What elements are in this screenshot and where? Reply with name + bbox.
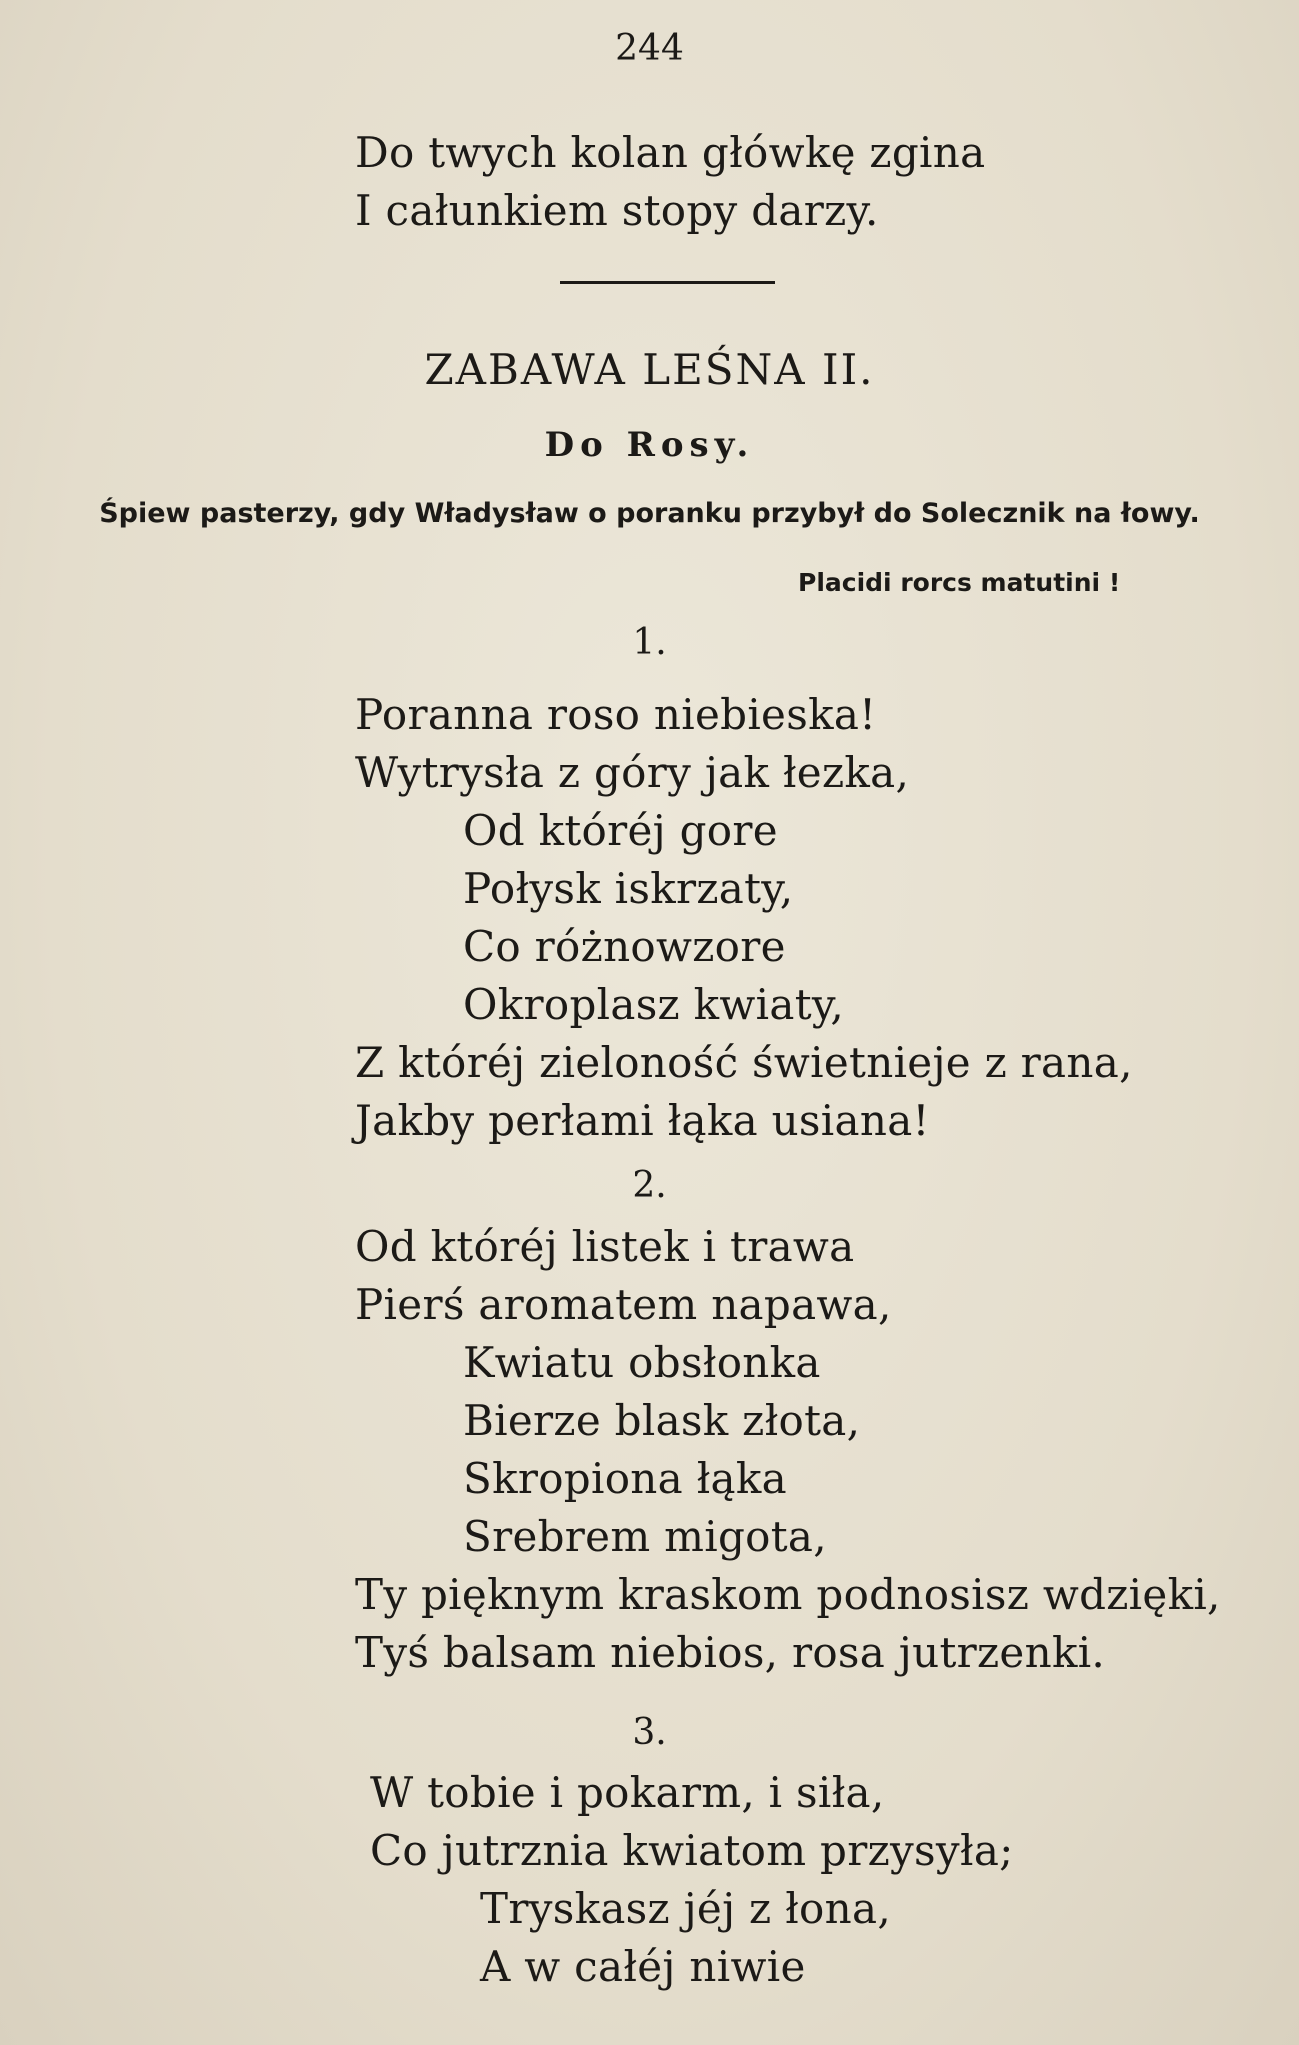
page-number: 244 [615, 28, 684, 69]
verse-line: Ty pięknym kraskom podnosisz wdzięki, [355, 1570, 1221, 1619]
verse-line: Srebrem migota, [463, 1512, 827, 1561]
poem-caption: Śpiew pasterzy, gdy Władysław o poranku przybył do Solecznik na łowy. [99, 498, 1200, 529]
poem-motto: Placidi rorcs matutini ! [798, 568, 1121, 597]
verse-line: W tobie i pokarm, i siła, [370, 1768, 885, 1817]
poem-subtitle: Do Rosy. [544, 425, 755, 465]
verse-line: Skropiona łąka [463, 1454, 787, 1503]
verse-line: Co różnowzore [463, 922, 786, 971]
section-divider [560, 281, 775, 284]
verse-line: Z któréj zieloność świetnieje z rana, [355, 1038, 1133, 1087]
verse-line: Okroplasz kwiaty, [463, 980, 844, 1029]
verse-line: Bierze blask złota, [463, 1396, 861, 1445]
stanza-number: 2. [632, 1165, 667, 1206]
verse-line: Co jutrznia kwiatom przysyła; [370, 1826, 1014, 1875]
verse-line: Jakby perłami łąka usiana! [355, 1096, 930, 1145]
verse-line: A w całéj niwie [480, 1942, 806, 1991]
verse-line: I całunkiem stopy darzy. [355, 186, 879, 235]
stanza-number: 1. [632, 622, 667, 663]
verse-line: Tyś balsam niebios, rosa jutrzenki. [355, 1628, 1106, 1677]
stanza-number: 3. [632, 1712, 667, 1753]
verse-line: Do twych kolan główkę zgina [355, 128, 986, 177]
verse-line: Połysk iskrzaty, [463, 864, 794, 913]
verse-line: Pierś aromatem napawa, [355, 1280, 892, 1329]
verse-line: Od któréj listek i trawa [355, 1222, 855, 1271]
verse-line: Wytrysła z góry jak łezka, [355, 748, 910, 797]
poem-title: ZABAWA LEŚNA II. [424, 345, 875, 394]
verse-line: Kwiatu obsłonka [463, 1338, 821, 1387]
verse-line: Tryskasz jéj z łona, [480, 1884, 891, 1933]
verse-line: Poranna roso niebieska! [355, 690, 877, 739]
verse-line: Od któréj gore [463, 806, 778, 855]
